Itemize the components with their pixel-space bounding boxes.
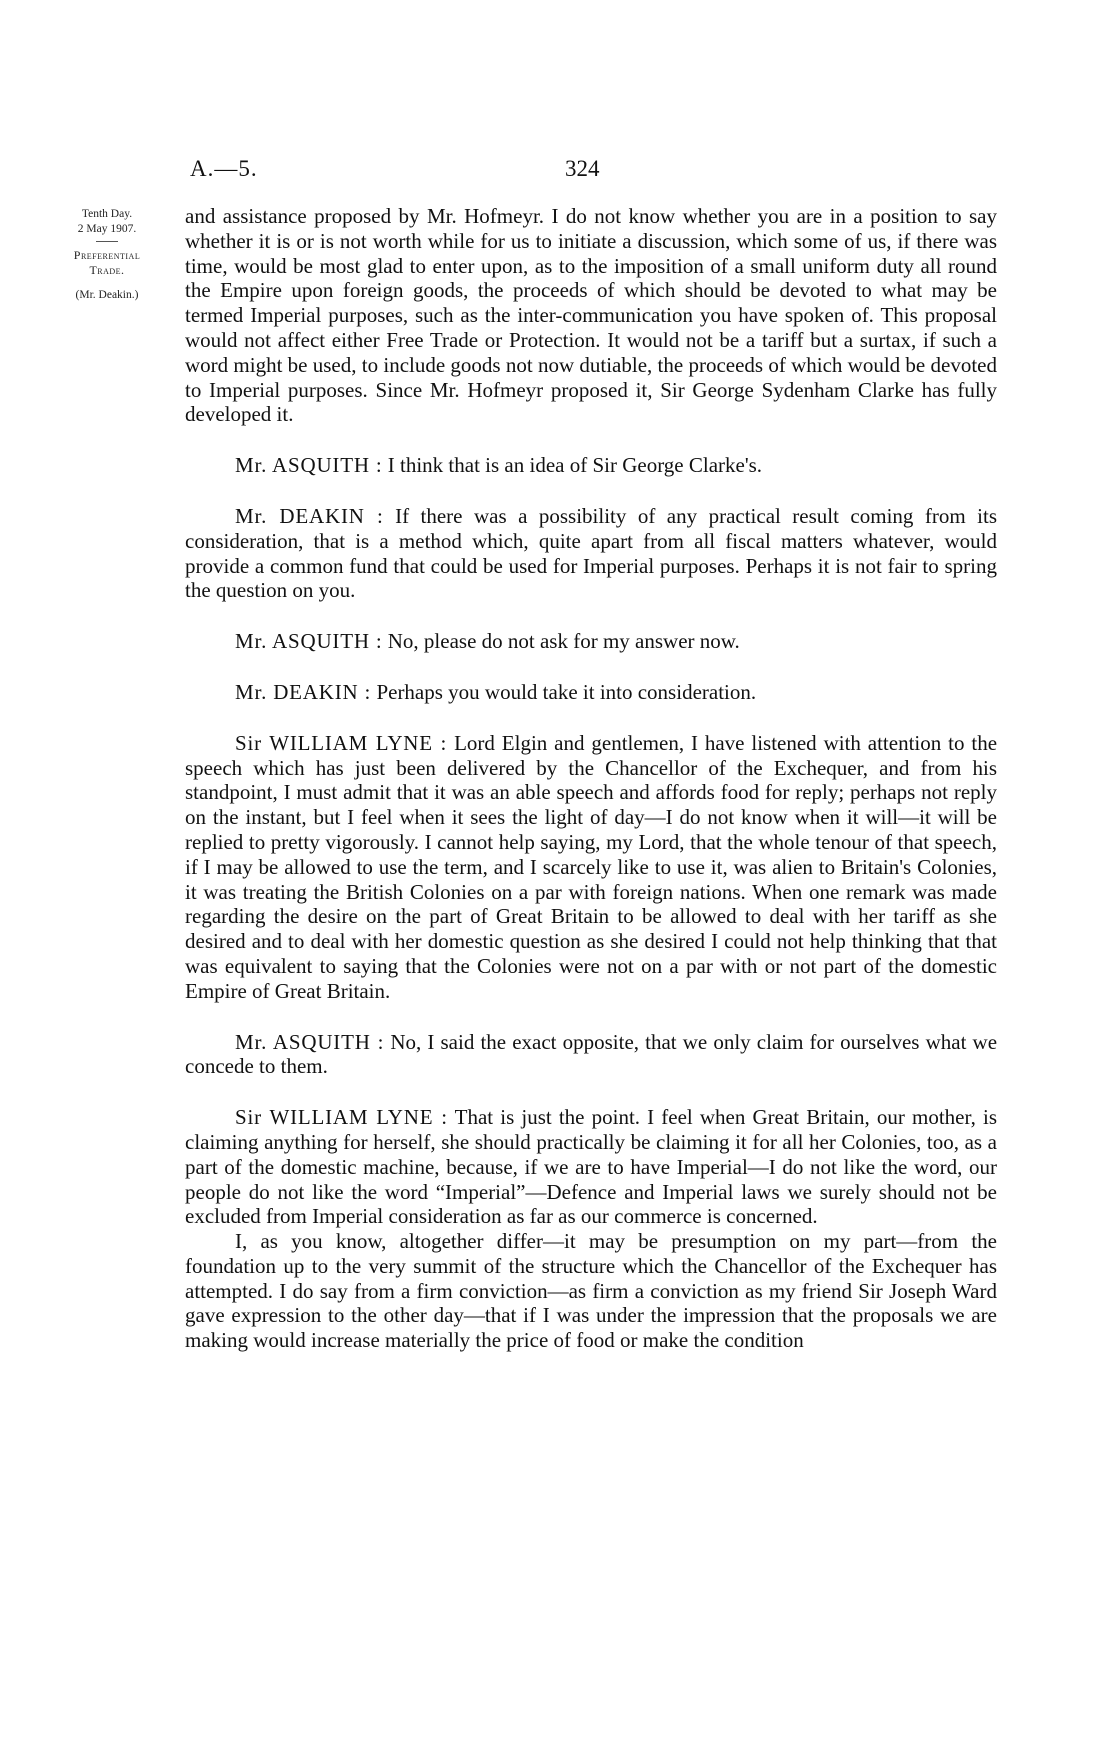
speech-text: Perhaps you would take it into consideration. [376, 679, 757, 704]
speech-lyne-2-continued: I, as you know, altogether differ—it may be presumption on my part—from the foundation up to the very summit of the structure which the Chancellor of the Exchequer has attempted. I do say from a firm conviction—as firm a conviction as my friend Sir Joseph Ward gave expression to the other day—that if I was under the impression that the proposals we are making would increase materially the price of food or make the condition [185, 1229, 997, 1353]
speech-text: No, please do not ask for my answer now. [387, 629, 740, 654]
speech-asquith-1 [185, 453, 997, 478]
paragraph-continuation: and assistance proposed by Mr. Hofmeyr. I do not know whether you are in a position to say whether it is or is not worth while for us to initiate a discussion, which some of us, if there was time, would be most glad to enter upon, as to the imposition of a small uniform duty all round the Empire upon foreign goods, the proceeds of which should be devoted to what may be termed Imperial purposes, such as the inter-communication you have spoken of. This proposal would not affect either Free Trade or Protection. It would not be a tariff but a surtax, if such a word might be used, to include goods not now dutiable, the proceeds of which would be devoted to Imperial purposes. Since Mr. Hofmeyr proposed it, Sir George Sydenham Clarke has fully developed it. [185, 204, 997, 427]
speech-deakin-2 [185, 680, 997, 705]
margin-day: Tenth Day. [81, 208, 133, 220]
speaker-name: Sir WILLIAM LYNE : [235, 1105, 448, 1130]
speech-lyne-1 [185, 731, 997, 1004]
speech-text: If there was a possibility of any practical result coming from its consideration, that is a method which, quite apart from all fiscal matters whatever, would provide a common fund that could be used for Imperial purposes. Perhaps it is not fair to spring the question on you. [185, 503, 998, 603]
document-reference: A.—5. [190, 156, 258, 181]
speaker-name: Mr. ASQUITH : [235, 629, 383, 654]
speech-text: No, I said the exact opposite, that we only claim for ourselves what we concede to them. [185, 1029, 998, 1079]
speaker-name: Mr. ASQUITH : [235, 1029, 385, 1054]
speaker-name: Mr. DEAKIN : [235, 503, 384, 528]
margin-subject-line2: Trade. [89, 263, 125, 277]
margin-notes [42, 207, 172, 303]
speaker-name: Sir WILLIAM LYNE : [235, 730, 448, 755]
speech-text: That is just the point. I feel when Great Britain, our mother, is claiming anything for herself, she should practically be claiming it for all her Colonies, too, as a part of the domestic machine, because, if we are to have Imperial—I do not like the word, our people do not like the word “Imperial”—Defence and Imperial laws we surely should not be excluded from Imperial consideration as far as our commerce is concerned. [185, 1105, 998, 1229]
document-body [185, 204, 997, 1353]
speech-text: Lord Elgin and gentlemen, I have listened with attention to the speech which has just been delivered by the Chancellor of the Exchequer, and from his standpoint, I must admit that it was an able speech and affords food for reply; perhaps not reply on the instant, but I feel when it sees the light of day—I do not know when it will—it will be replied to pretty vigorously. I cannot help saying, my Lord, that the whole tenour of that speech, if I may be allowed to use the term, and I scarcely like to use it, was alien to Britain's Colonies, it was treating the British Colonies on a par with foreign nations. When one remark was made regarding the desire on the part of Great Britain to be allowed to deal with her tariff as she desired and to deal with her domestic question as she desired I could not help thinking that that was equivalent to saying that the Colonies were not on a par with or not part of the domestic Empire of Great Britain. [185, 730, 998, 1003]
speech-lyne-2 [185, 1105, 997, 1229]
speech-text: I think that is an idea of Sir George Clarke's. [387, 453, 763, 478]
margin-speaker: (Mr. Deakin.) [75, 289, 139, 301]
margin-divider [96, 241, 118, 242]
speech-deakin-1 [185, 504, 997, 603]
speech-asquith-2 [185, 629, 997, 654]
speaker-name: Mr. DEAKIN : [235, 679, 372, 704]
page-number: 324 [565, 156, 600, 181]
margin-subject-line1: Preferential [73, 248, 141, 262]
margin-date: 2 May 1907. [77, 223, 137, 235]
page-header [190, 156, 1010, 188]
speaker-name: Mr. ASQUITH : [235, 453, 383, 478]
speech-asquith-3 [185, 1030, 997, 1080]
